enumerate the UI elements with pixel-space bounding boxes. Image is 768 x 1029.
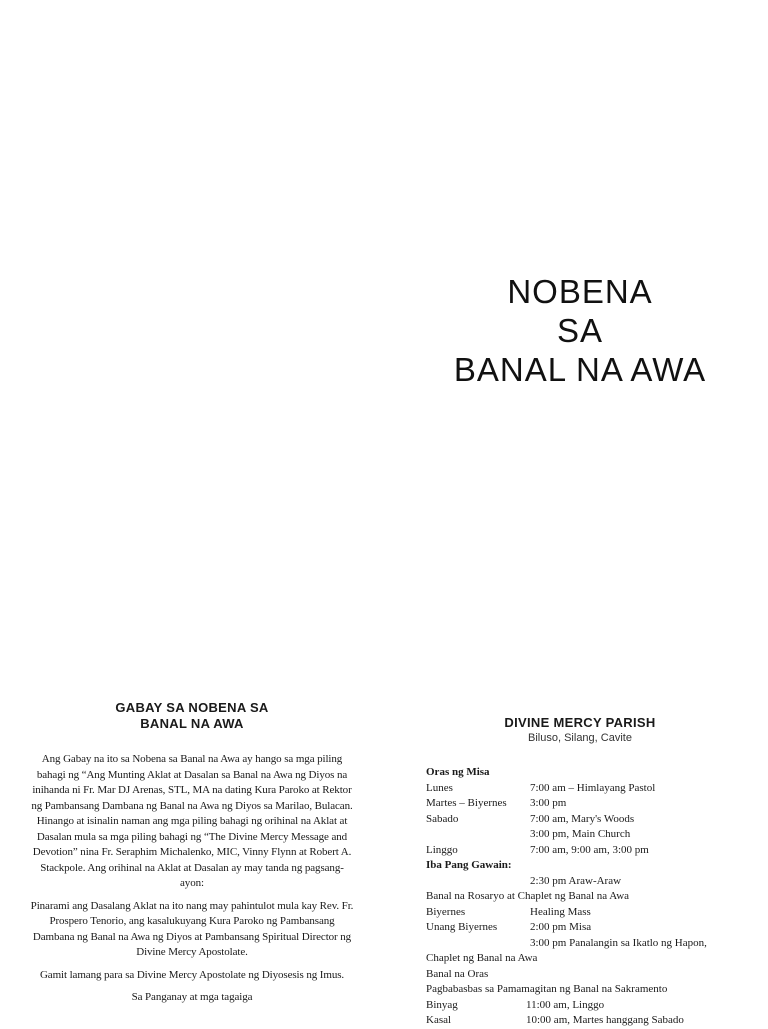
guide-paragraph-permission: Pinarami ang Dasalang Aklat na ito nang may pahintulot mula kay Rev. Fr. Prospero Tenorio, ang kasalukuyang Kura Paroko ng Pambansang Dambana ng Banal na Awa ng Diyos at Pambansang Spiritual Director ng Divine Mercy Apostolate.	[30, 899, 354, 958]
schedule-time: 2:00 pm Misa	[530, 921, 592, 933]
schedule-row	[426, 796, 756, 812]
schedule-day: Sabado	[426, 812, 459, 825]
schedule-row	[426, 920, 756, 936]
schedule-time: 11:00 am, Linggo	[526, 998, 605, 1011]
cover-title-line-3: BANAL NA AWA	[453, 351, 707, 388]
schedule-day: Lunes	[426, 781, 453, 794]
mass-schedule-heading: Oras ng Misa	[426, 766, 490, 778]
schedule-day: Kasal	[426, 1014, 452, 1026]
cover-title-line-1: NOBENA	[507, 273, 653, 310]
activity-line: Pagbabasbas sa Pamamagitan ng Banal na Sakramento	[426, 983, 668, 995]
guide-paragraph-dedication: Sa Panganay at mga tagaiga	[131, 991, 253, 1003]
activity-line: Banal na Rosaryo at Chaplet ng Banal na Awa	[426, 890, 630, 902]
booklet-cover-title	[420, 272, 740, 389]
schedule-row	[426, 827, 756, 843]
guide-panel	[30, 700, 354, 1013]
activity-line: Banal na Oras	[426, 967, 489, 980]
schedule-time: 7:00 am, Mary's Woods	[530, 812, 635, 825]
schedule-row	[426, 1013, 756, 1029]
schedule-row	[426, 812, 756, 828]
schedule-time: 7:00 am – Himlayang Pastol	[530, 781, 656, 794]
mass-schedule	[426, 765, 756, 1029]
schedule-time: 3:00 pm Panalangin sa Ikatlo ng Hapon,	[530, 936, 707, 949]
guide-heading-line-2: BANAL NA AWA	[140, 716, 244, 731]
schedule-day: Linggo	[426, 843, 458, 856]
schedule-time: 2:30 pm Araw-Araw	[530, 874, 622, 887]
schedule-row	[426, 874, 756, 890]
parish-name: DIVINE MERCY PARISH	[504, 715, 656, 730]
schedule-time: Healing Mass	[530, 905, 591, 918]
parish-location: Biluso, Silang, Cavite	[528, 732, 632, 744]
parish-panel	[426, 714, 756, 1029]
guide-paragraph-source: Ang Gabay na ito sa Nobena sa Banal na Awa ay hango sa mga piling bahagi ng “Ang Munting Aklat at Dasalan sa Banal na Awa ng Diyos na inihanda ni Fr. Mar DJ Arenas, STL, MA na dating Kura Paroko at Rektor ng Pambansang Dambana ng Banal na Awa ng Diyos sa Marilao, Bulacan. Hinango at isinalin naman ang mga piling bahagi ng orihinal na Aklat at Dasalan mula sa mga piling bahagi ng “The Divine Mercy Message and Devotion” nina Fr. Seraphim Michalenko, MIC, Vinny Flynn at Robert A. Stackpole. Ang orihinal na Aklat at Dasalan ay may tanda ng pagsang-ayon:	[31, 753, 353, 889]
guide-paragraph-usage: Gamit lamang para sa Divine Mercy Apostolate ng Diyosesis ng Imus.	[39, 968, 345, 981]
schedule-day	[426, 936, 530, 952]
schedule-row	[426, 998, 756, 1014]
schedule-day: Binyag	[426, 998, 458, 1011]
cover-title-line-2: SA	[556, 312, 604, 349]
activity-line: Chaplet ng Banal na Awa	[426, 952, 538, 964]
schedule-time: 3:00 pm	[530, 797, 567, 809]
schedule-time: 3:00 pm, Main Church	[530, 828, 631, 840]
schedule-time: 10:00 am, Martes hanggang Sabado	[526, 1014, 684, 1026]
schedule-row	[426, 936, 756, 952]
schedule-day	[426, 827, 530, 843]
schedule-day: Martes – Biyernes	[426, 797, 507, 809]
guide-heading	[30, 700, 354, 732]
schedule-day: Unang Biyernes	[426, 921, 498, 933]
guide-heading-line-1: GABAY SA NOBENA SA	[115, 700, 269, 715]
schedule-day	[426, 874, 530, 890]
schedule-row	[426, 843, 756, 859]
schedule-day: Biyernes	[426, 905, 466, 918]
schedule-row	[426, 905, 756, 921]
other-activities-heading: Iba Pang Gawain:	[426, 859, 512, 871]
schedule-row	[426, 781, 756, 797]
schedule-time: 7:00 am, 9:00 am, 3:00 pm	[530, 843, 649, 856]
